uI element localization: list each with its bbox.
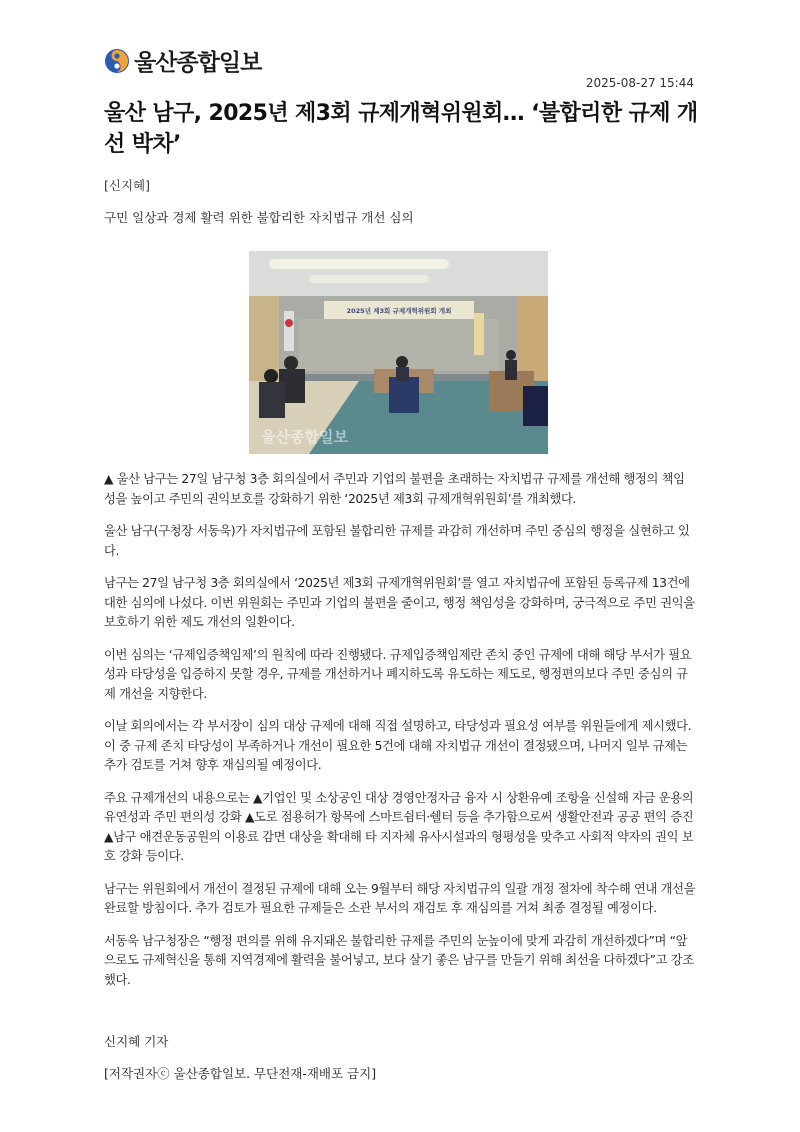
article-title: 울산 남구, 2025년 제3회 규제개혁위원회… ‘불합리한 규제 개선 박차’ [104,101,698,157]
article-body [104,470,696,1003]
publish-datetime: 2025-08-27 15:44 [585,76,694,90]
article-paragraph: 남구는 27일 남구청 3층 회의실에서 ‘2025년 제3회 규제개혁위원회’를 열고 자치법규에 포함된 등록규제 13건에 대한 심의에 나섰다. 이번 위원회는 주민과 기업의 불편을 줄이고, 행정 책임성을 강화하며, 궁극적으로 주민 권익을 보호하기 위한 제도 개선의 일환이다. [104,576,695,629]
photo-banner-text: 2025년 제3회 규제개혁위원회 개최 [346,307,452,315]
article-paragraph: 울산 남구(구청장 서동욱)가 자치법규에 포함된 불합리한 규제를 과감히 개선하며 주민 중심의 행정을 실현하고 있다. [104,524,690,558]
logo-text: 울산종합일보 [134,50,262,76]
photo-watermark: 울산종합일보 [261,428,348,446]
article-paragraph: 주요 규제개선의 내용으로는 ▲기업인 및 소상공인 대상 경영안정자금 융자 시 상환유예 조항을 신설해 자금 운용의 유연성과 주민 편의성 강화 ▲도로 점용허가 항목에 스마트쉼터·쉘터 등을 추가함으로써 생활안전과 공공 편익 증진 ▲남구 애견운동공원의 이용료 감면 대상을 확대해 타 지자체 유사시설과의 형평성을 맞추고 사회적 약자의 권익 보호 강화 등이다. [104,790,694,863]
article-paragraph: 이날 회의에서는 각 부서장이 심의 대상 규제에 대해 직접 설명하고, 타당성과 필요성 여부를 위원들에게 제시했다. 이 중 규제 존치 타당성이 부족하거나 개선이 필요한 5건에 대해 자치법규 개선이 결정됐으며, 나머지 일부 규제는 추가 검토를 거쳐 향후 재심의될 예정이다. [104,719,692,772]
copyright-notice: [저작권자ⓒ 울산종합일보. 무단전재-재배포 금지] [104,1066,377,1081]
site-logo[interactable] [104,44,261,77]
logo-emblem-icon [104,48,130,74]
reporter-tag: [신지혜] [104,178,150,193]
article-paragraph: 이번 심의는 ‘규제입증책임제’의 원칙에 따라 진행됐다. 규제입증책임제란 존치 중인 규제에 대해 해당 부서가 필요성과 타당성을 입증하지 못할 경우, 규제를 개선하거나 폐지하도록 유도하는 제도로, 행정편의보다 주민 중심의 규제 개선을 지향한다. [104,647,692,701]
article-photo [249,251,548,454]
article-paragraph: ▲ 울산 남구는 27일 남구청 3층 회의실에서 주민과 기업의 불편을 초래하는 자치법규 규제를 개선해 행정의 책임성을 높이고 주민의 권익보호를 강화하기 위한 ‘2025년 제3회 규제개혁위원회’를 개최했다. [104,472,685,506]
article-paragraph: 서동욱 남구청장은 “행정 편의를 위해 유지돼온 불합리한 규제를 주민의 눈높이에 맞게 과감히 개선하겠다”며 “앞으로도 규제혁신을 통해 지역경제에 활력을 불어넣고, 보다 살기 좋은 남구를 만들기 위해 최선을 다하겠다”고 강조했다. [104,933,694,987]
article-subtitle: 구민 일상과 경제 활력 위한 불합리한 자치법규 개선 심의 [104,210,414,225]
article-paragraph: 남구는 위원회에서 개선이 결정된 규제에 대해 오는 9월부터 해당 자치법규의 일괄 개정 절차에 착수해 연내 개선을 완료할 방침이다. 추가 검토가 필요한 규제들은 소관 부서의 재검토 후 재심의를 거쳐 최종 결정될 예정이다. [104,881,696,915]
article-byline: 신지혜 기자 [104,1034,169,1049]
